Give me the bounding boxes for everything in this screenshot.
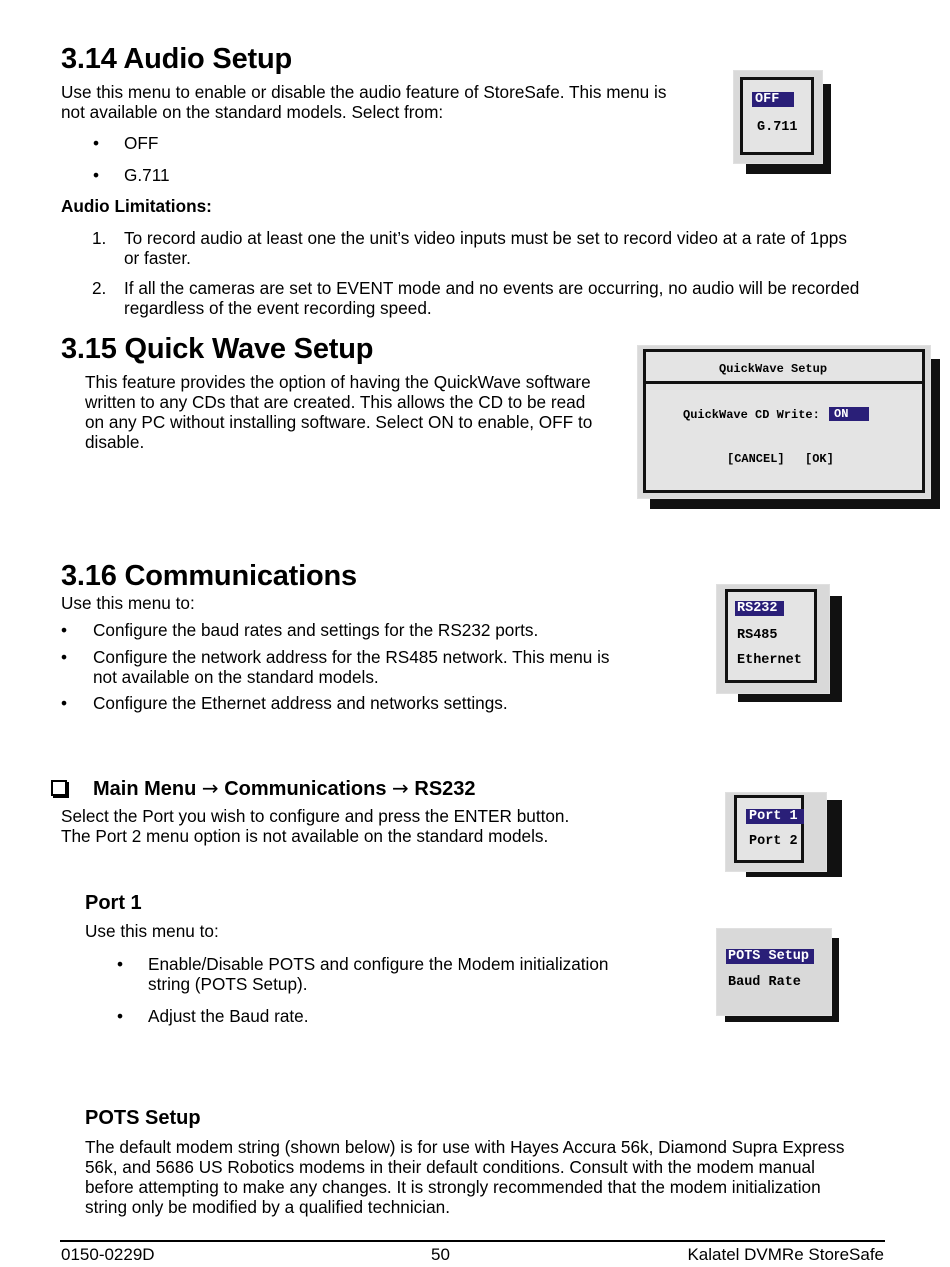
comm-menu-item-rs232[interactable]: RS232	[735, 601, 784, 616]
footer-page-number: 50	[431, 1245, 450, 1264]
audio-intro-line2: not available on the standard models. Select from:	[61, 102, 444, 122]
bullet: •	[61, 620, 68, 640]
bullet: •	[117, 954, 124, 974]
quickwave-cd-write-value[interactable]: ON	[829, 407, 869, 421]
quickwave-body: This feature provides the option of having the QuickWave software written to any CDs that are created. This allows the CD to be read on any PC without installing software. Select ON to enable, OFF to disable.	[85, 372, 593, 452]
section-heading-communications: 3.16 Communications	[61, 560, 357, 592]
rs232-osd-menu	[725, 792, 845, 880]
communications-intro: Use this menu to:	[61, 593, 195, 613]
audio-menu-item-g711[interactable]: G.711	[757, 120, 798, 135]
checkbox-icon	[51, 780, 67, 796]
audio-menu-item-off[interactable]: OFF	[752, 92, 794, 107]
footer-divider	[60, 1240, 885, 1242]
bullet: •	[93, 165, 100, 185]
bullet: •	[61, 693, 68, 713]
rs232-body: Select the Port you wish to configure and press the ENTER button. The Port 2 menu option is not available on the standard models.	[61, 806, 570, 846]
port1-heading: Port 1	[85, 892, 142, 914]
footer-doc-number: 0150-0229D	[61, 1245, 155, 1264]
pots-setup-body: The default modem string (shown below) is for use with Hayes Accura 56k, Diamond Supra Express 56k, and 5686 US Robotics modems in their default conditions. Consult with the modem manual before attempting to make any changes. It is strongly recommended that the modem initialization string only be modified by a qualified technician.	[85, 1137, 845, 1217]
arrow-right-icon: →	[392, 776, 409, 800]
bullet: •	[61, 647, 68, 667]
pots-setup-heading: POTS Setup	[85, 1107, 201, 1129]
audio-intro-line1: Use this menu to enable or disable the audio feature of StoreSafe. This menu is	[61, 82, 667, 102]
cancel-button[interactable]: [CANCEL]	[727, 452, 785, 466]
section-heading-quick-wave-setup: 3.15 Quick Wave Setup	[61, 333, 374, 365]
rs232-menu-item-port2[interactable]: Port 2	[749, 834, 798, 849]
communications-osd-menu	[716, 584, 844, 704]
audio-limitations-heading: Audio Limitations:	[61, 196, 212, 216]
port1-osd-menu	[716, 928, 841, 1024]
quickwave-osd-dialog	[637, 345, 940, 510]
arrow-right-icon: →	[201, 776, 219, 800]
ok-button[interactable]: [OK]	[805, 452, 834, 466]
comm-menu-item-ethernet[interactable]: Ethernet	[737, 653, 802, 668]
bullet: •	[117, 1006, 124, 1026]
quickwave-cd-write-label: QuickWave CD Write:	[683, 408, 820, 422]
section-heading-audio-setup: 3.14 Audio Setup	[61, 43, 292, 75]
port1-intro: Use this menu to:	[85, 921, 219, 941]
rs232-path-heading: Main Menu → Communications → RS232	[93, 776, 476, 800]
rs232-menu-item-port1[interactable]: Port 1	[746, 809, 804, 824]
port1-menu-item-pots-setup[interactable]: POTS Setup	[726, 949, 814, 964]
comm-menu-item-rs485[interactable]: RS485	[737, 628, 778, 643]
footer-product-name: Kalatel DVMRe StoreSafe	[687, 1245, 884, 1264]
quickwave-dialog-title: QuickWave Setup	[719, 362, 828, 376]
bullet: •	[93, 133, 100, 153]
audio-intro	[61, 82, 666, 122]
audio-osd-menu	[733, 70, 833, 176]
port1-menu-item-baud-rate[interactable]: Baud Rate	[728, 975, 801, 990]
